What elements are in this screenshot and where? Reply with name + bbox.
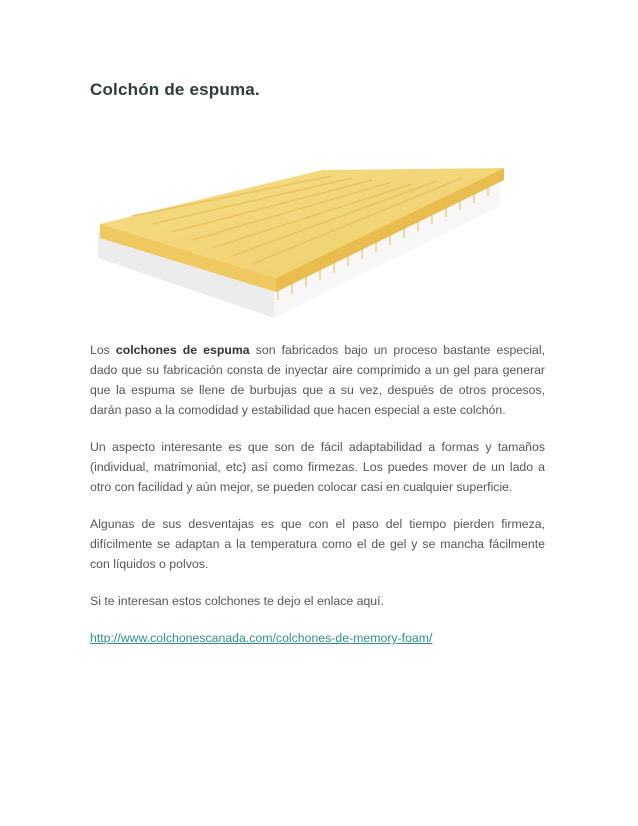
article-body [90,340,545,665]
text-span: son fabricados bajo un proceso bastante especial, dado que su fabricación consta de inyectar aire comprimido a un gel para generar que la espuma se llene de burbujas que a su vez, después de otros procesos, darán paso a la comodidad y estabilidad que hacen especial a este colchón. [90,343,545,417]
page-title: Colchón de espuma. [90,80,260,99]
bold-term: colchones de espuma [115,343,250,357]
paragraph-disadvantages: Algunas de sus desventajas es que con el paso del tiempo pierden firmeza, difícilmente se adaptan a la temperatura como el de gel y se mancha fácilmente con líquidos o polvos. [90,517,545,571]
paragraph-link-intro: Si te interesan estos colchones te dejo el enlace aquí. [90,594,384,608]
paragraph-advantages: Un aspecto interesante es que son de fácil adaptabilidad a formas y tamaños (individual, matrimonial, etc) así como firmezas. Los puedes mover de un lado a otro con facilidad y aún mejor, se pueden colocar casi en cualquier superficie. [90,440,545,494]
link-paragraph [90,628,545,648]
foam-mattress-photo [92,150,532,325]
mattress-link[interactable]: http://www.colchonescanada.com/colchones-de-memory-foam/ [90,631,433,645]
text-span: Los [90,343,116,357]
paragraph-intro [90,340,545,420]
